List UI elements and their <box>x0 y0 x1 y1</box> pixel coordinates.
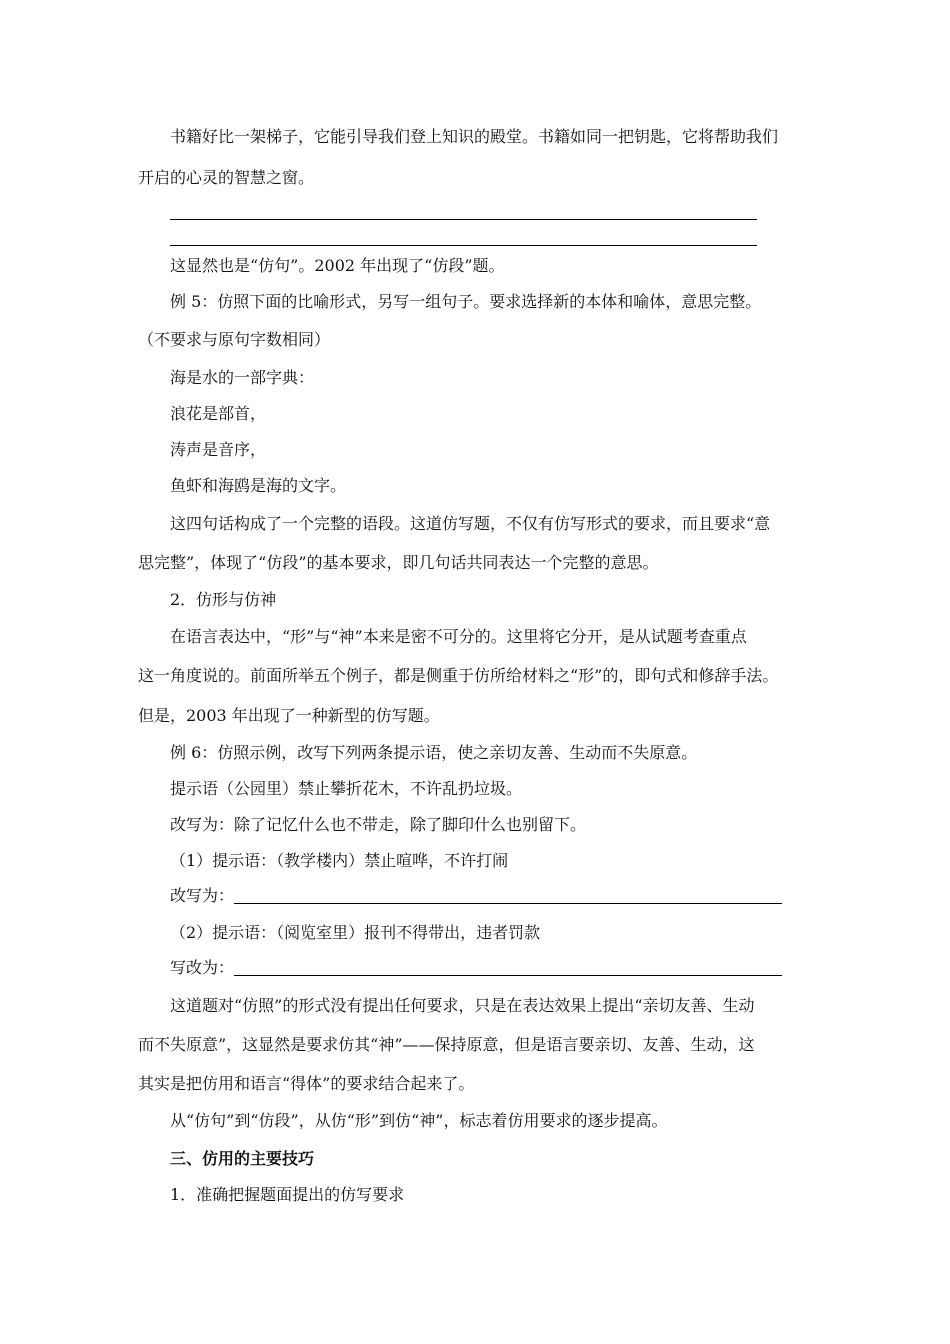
answer-label-1: 改写为： <box>170 886 235 905</box>
paragraph-line: 这一角度说的。前面所举五个例子，都是侧重于仿所给材料之“形”的，即句式和修辞手法。 <box>138 666 779 685</box>
paragraph-line: 这道题对“仿照”的形式没有提出任何要求，只是在表达效果上提出“亲切友善、生动 <box>170 996 755 1015</box>
answer-line-1 <box>234 903 782 904</box>
example-5-text: 例 5：仿照下面的比喻形式，另写一组句子。要求选择新的本体和喻体，意思完整。 <box>170 292 762 311</box>
paragraph-line: 在语言表达中，“形”与“神”本来是密不可分的。这里将它分开，是从试题考查重点 <box>170 627 747 646</box>
section-3-title: 三、仿用的主要技巧 <box>170 1149 315 1168</box>
answer-line <box>170 245 757 246</box>
paragraph-line: 这四句话构成了一个完整的语段。这道仿写题，不仅有仿写形式的要求，而且要求“意 <box>170 514 771 533</box>
poem-line: 浪花是部首， <box>170 404 267 423</box>
question-1: （1）提示语：（教学楼内）禁止喧哗，不许打闹 <box>170 851 509 870</box>
example-5-note: （不要求与原句字数相同） <box>138 330 331 349</box>
poem-line: 海是水的一部字典： <box>170 368 315 387</box>
paragraph-line: 从“仿句”到“仿段”，从仿“形”到仿“神”，标志着仿用要求的逐步提高。 <box>170 1111 668 1130</box>
section-2-title: 2．仿形与仿神 <box>170 590 277 609</box>
section-3-item: 1．准确把握题面提出的仿写要求 <box>170 1185 405 1204</box>
answer-line <box>170 219 757 220</box>
example-6-text: 例 6：仿照示例，改写下列两条提示语，使之亲切友善、生动而不失原意。 <box>170 743 698 762</box>
example-6-sample: 提示语（公园里）禁止攀折花木，不许乱扔垃圾。 <box>170 779 523 798</box>
paragraph-line: 而不失原意”，这显然是要求仿其“神”——保持原意，但是语言要亲切、友善、生动，这 <box>138 1035 755 1054</box>
poem-line: 涛声是音序， <box>170 440 267 459</box>
paragraph-line: 开启的心灵的智慧之窗。 <box>138 168 315 187</box>
answer-line-2 <box>234 975 782 976</box>
poem-line: 鱼虾和海鸥是海的文字。 <box>170 476 347 495</box>
paragraph-line: 书籍好比一架梯子，它能引导我们登上知识的殿堂。书籍如同一把钥匙，它将帮助我们 <box>170 127 779 146</box>
paragraph-line: 其实是把仿用和语言“得体”的要求结合起来了。 <box>138 1074 475 1093</box>
paragraph-line: 但是，2003 年出现了一种新型的仿写题。 <box>138 706 440 725</box>
answer-label-2: 写改为： <box>170 958 235 977</box>
paragraph-line: 这显然也是“仿句”。2002 年出现了“仿段”题。 <box>170 256 505 275</box>
example-6-sample: 改写为：除了记忆什么也不带走，除了脚印什么也别留下。 <box>170 815 587 834</box>
paragraph-line: 思完整”，体现了“仿段”的基本要求，即几句话共同表达一个完整的意思。 <box>138 553 659 572</box>
question-2: （2）提示语：（阅览室里）报刊不得带出，违者罚款 <box>170 923 541 942</box>
